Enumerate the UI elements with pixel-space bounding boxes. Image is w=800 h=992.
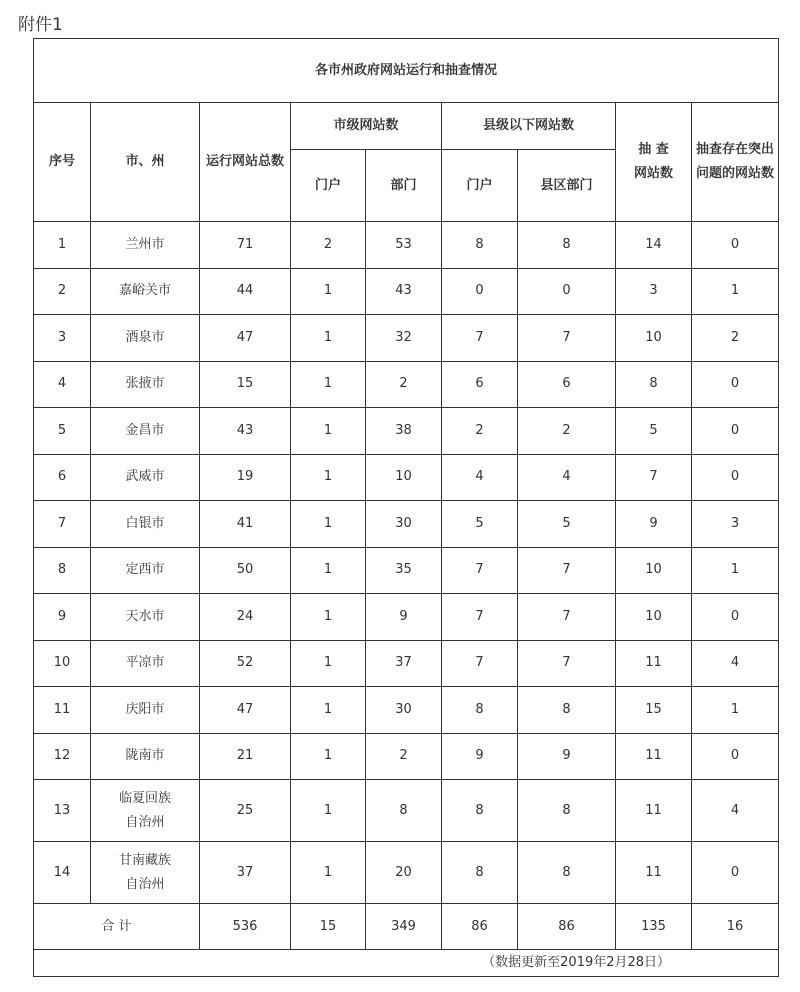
table-row <box>34 594 779 641</box>
header-problem: 抽查存在突出 问题的网站数 <box>692 103 779 222</box>
table-cell: 1 <box>291 501 366 548</box>
table-cell: 4 <box>692 640 779 687</box>
total-label: 合 计 <box>34 904 200 950</box>
table-cell: 6 <box>34 454 91 501</box>
table-cell: 5 <box>442 501 518 548</box>
table-cell: 41 <box>200 501 291 548</box>
table-row <box>34 454 779 501</box>
table-cell: 陇南市 <box>91 733 200 780</box>
statistics-table <box>33 38 779 977</box>
table-cell: 8 <box>442 780 518 842</box>
table-cell: 7 <box>442 547 518 594</box>
table-cell: 7 <box>442 640 518 687</box>
table-cell: 43 <box>200 408 291 455</box>
table-cell: 4 <box>692 780 779 842</box>
table-cell: 8 <box>518 842 616 904</box>
total-cell: 135 <box>616 904 692 950</box>
total-cell: 86 <box>518 904 616 950</box>
table-cell: 2 <box>366 733 442 780</box>
table-cell: 1 <box>692 268 779 315</box>
table-cell: 43 <box>366 268 442 315</box>
total-cell: 15 <box>291 904 366 950</box>
table-cell: 7 <box>518 315 616 362</box>
table-cell: 7 <box>518 594 616 641</box>
total-row <box>34 904 779 950</box>
table-cell: 1 <box>291 547 366 594</box>
table-cell: 11 <box>34 687 91 734</box>
table-cell: 7 <box>34 501 91 548</box>
table-cell: 金昌市 <box>91 408 200 455</box>
table-cell: 8 <box>518 687 616 734</box>
table-cell: 7 <box>442 594 518 641</box>
table-cell: 7 <box>616 454 692 501</box>
table-cell: 0 <box>692 222 779 269</box>
total-cell: 16 <box>692 904 779 950</box>
table-cell: 30 <box>366 687 442 734</box>
total-cell: 86 <box>442 904 518 950</box>
table-cell: 4 <box>34 361 91 408</box>
table-cell: 2 <box>291 222 366 269</box>
table-cell: 1 <box>291 361 366 408</box>
table-cell: 8 <box>442 687 518 734</box>
table-cell: 50 <box>200 547 291 594</box>
table-cell: 1 <box>291 687 366 734</box>
table-cell: 1 <box>291 268 366 315</box>
table-cell: 9 <box>518 733 616 780</box>
table-cell: 2 <box>34 268 91 315</box>
table-cell: 5 <box>616 408 692 455</box>
table-row <box>34 315 779 362</box>
table-cell: 35 <box>366 547 442 594</box>
table-cell: 张掖市 <box>91 361 200 408</box>
table-cell: 8 <box>442 842 518 904</box>
table-cell: 兰州市 <box>91 222 200 269</box>
table-cell: 0 <box>692 454 779 501</box>
table-row <box>34 780 779 842</box>
table-cell: 2 <box>518 408 616 455</box>
table-cell: 19 <box>200 454 291 501</box>
table-cell: 天水市 <box>91 594 200 641</box>
table-cell: 15 <box>616 687 692 734</box>
table-cell: 11 <box>616 842 692 904</box>
attachment-label: 附件1 <box>18 15 63 35</box>
table-cell: 25 <box>200 780 291 842</box>
header-total: 运行网站总数 <box>200 103 291 222</box>
table-cell: 37 <box>200 842 291 904</box>
table-cell: 21 <box>200 733 291 780</box>
header-index: 序号 <box>34 103 91 222</box>
table-cell: 71 <box>200 222 291 269</box>
table-cell: 10 <box>366 454 442 501</box>
table-cell: 52 <box>200 640 291 687</box>
header-city: 市、州 <box>91 103 200 222</box>
table-cell: 1 <box>291 733 366 780</box>
update-note: （数据更新至2019年2月28日） <box>34 950 779 977</box>
table-cell: 4 <box>442 454 518 501</box>
table-cell: 5 <box>518 501 616 548</box>
header-sampled: 抽 查 网站数 <box>616 103 692 222</box>
table-row <box>34 268 779 315</box>
table-cell: 2 <box>692 315 779 362</box>
total-cell: 536 <box>200 904 291 950</box>
table-cell: 12 <box>34 733 91 780</box>
table-cell: 1 <box>692 547 779 594</box>
header-county-department: 县区部门 <box>518 150 616 222</box>
table-cell: 1 <box>291 594 366 641</box>
table-cell: 0 <box>692 733 779 780</box>
table-cell: 武威市 <box>91 454 200 501</box>
table-cell: 8 <box>518 222 616 269</box>
table-cell: 2 <box>366 361 442 408</box>
table-cell: 53 <box>366 222 442 269</box>
table-cell: 1 <box>291 640 366 687</box>
table-row <box>34 501 779 548</box>
table-cell: 13 <box>34 780 91 842</box>
table-cell: 0 <box>692 408 779 455</box>
table-row <box>34 842 779 904</box>
table-cell: 1 <box>291 408 366 455</box>
table-cell: 37 <box>366 640 442 687</box>
table-cell: 2 <box>442 408 518 455</box>
table-cell: 白银市 <box>91 501 200 548</box>
table-row <box>34 408 779 455</box>
table-cell: 临夏回族 自治州 <box>91 780 200 842</box>
table-cell: 4 <box>518 454 616 501</box>
table-cell: 1 <box>692 687 779 734</box>
table-cell: 0 <box>692 842 779 904</box>
table-cell: 7 <box>442 315 518 362</box>
table-cell: 1 <box>34 222 91 269</box>
table-cell: 8 <box>518 780 616 842</box>
table-cell: 定西市 <box>91 547 200 594</box>
table-cell: 1 <box>291 315 366 362</box>
table-cell: 7 <box>518 640 616 687</box>
header-county-level: 县级以下网站数 <box>442 103 616 150</box>
table-cell: 10 <box>616 315 692 362</box>
table-cell: 3 <box>34 315 91 362</box>
header-city-level: 市级网站数 <box>291 103 442 150</box>
table-cell: 平凉市 <box>91 640 200 687</box>
table-cell: 10 <box>34 640 91 687</box>
table-cell: 5 <box>34 408 91 455</box>
table-cell: 嘉峪关市 <box>91 268 200 315</box>
table-cell: 11 <box>616 640 692 687</box>
table-title: 各市州政府网站运行和抽查情况 <box>34 39 779 103</box>
table-cell: 8 <box>442 222 518 269</box>
table-cell: 14 <box>34 842 91 904</box>
table-cell: 庆阳市 <box>91 687 200 734</box>
header-county-portal: 门户 <box>442 150 518 222</box>
table-cell: 24 <box>200 594 291 641</box>
table-cell: 8 <box>616 361 692 408</box>
table-cell: 9 <box>366 594 442 641</box>
table-cell: 7 <box>518 547 616 594</box>
table-cell: 3 <box>692 501 779 548</box>
table-cell: 15 <box>200 361 291 408</box>
table-cell: 9 <box>616 501 692 548</box>
total-cell: 349 <box>366 904 442 950</box>
header-department: 部门 <box>366 150 442 222</box>
header-portal: 门户 <box>291 150 366 222</box>
table-cell: 14 <box>616 222 692 269</box>
table-cell: 6 <box>518 361 616 408</box>
table-cell: 0 <box>692 361 779 408</box>
table-cell: 0 <box>518 268 616 315</box>
table-row <box>34 547 779 594</box>
table-cell: 6 <box>442 361 518 408</box>
table-cell: 30 <box>366 501 442 548</box>
table-cell: 47 <box>200 315 291 362</box>
table-row <box>34 733 779 780</box>
table-cell: 0 <box>692 594 779 641</box>
table-cell: 甘南藏族 自治州 <box>91 842 200 904</box>
table-row <box>34 687 779 734</box>
table-cell: 1 <box>291 842 366 904</box>
table-cell: 32 <box>366 315 442 362</box>
table-cell: 8 <box>34 547 91 594</box>
table-cell: 9 <box>34 594 91 641</box>
table-cell: 3 <box>616 268 692 315</box>
table-cell: 酒泉市 <box>91 315 200 362</box>
table-cell: 9 <box>442 733 518 780</box>
table-cell: 0 <box>442 268 518 315</box>
table-row <box>34 222 779 269</box>
table-cell: 20 <box>366 842 442 904</box>
table-cell: 10 <box>616 547 692 594</box>
table-cell: 1 <box>291 454 366 501</box>
table-cell: 11 <box>616 780 692 842</box>
table-cell: 8 <box>366 780 442 842</box>
table-cell: 44 <box>200 268 291 315</box>
table-row <box>34 640 779 687</box>
table-row <box>34 361 779 408</box>
table-cell: 1 <box>291 780 366 842</box>
table-cell: 38 <box>366 408 442 455</box>
table-cell: 47 <box>200 687 291 734</box>
table-cell: 11 <box>616 733 692 780</box>
table-cell: 10 <box>616 594 692 641</box>
